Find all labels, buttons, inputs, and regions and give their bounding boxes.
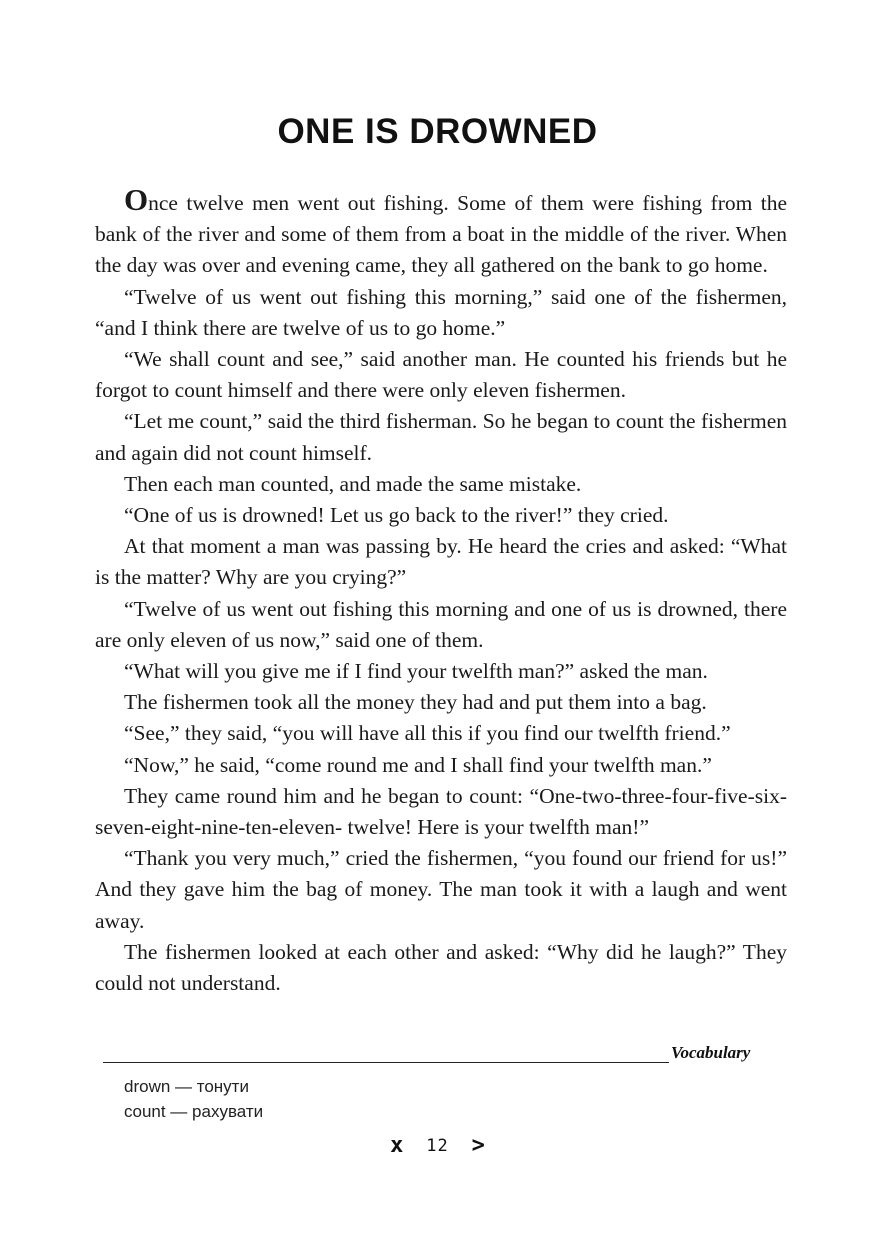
story-paragraph: “See,” they said, “you will have all this if you find our twelfth friend.” [124,721,731,746]
drop-cap: O [124,182,149,217]
vocabulary-item: count — рахувати [124,1102,264,1121]
vocabulary-list [124,1074,263,1124]
story-paragraph: “We shall count and see,” said another man. He counted his friends but he forgot to count himself and there were only eleven fishermen. [95,347,787,403]
story-title: ONE IS DROWNED [277,112,598,151]
story-paragraph: The fishermen looked at each other and asked: “Why did he laugh?” They could not understand. [95,939,787,996]
story-paragraph: “Twelve of us went out fishing this morning,” said one of the fishermen, “and I think there are twelve of us to go home.” [95,284,787,340]
story-paragraph: “One of us is drowned! Let us go back to the river!” they cried. [124,503,669,528]
story-paragraph: “What will you give me if I find your twelfth man?” asked the man. [124,659,708,684]
story-paragraph: They came round him and he began to count: “One-two-three-four-five-six-seven-eight-nine-ten-eleven- twelve! Here is your twelfth man!” [95,783,787,840]
vocabulary-divider [103,1062,669,1063]
vocabulary-item: drown — тонути [124,1077,249,1096]
story-paragraph: “Now,” he said, “come round me and I shall find your twelfth man.” [124,752,712,777]
close-icon[interactable]: x [390,1133,404,1158]
page-navigation [0,1133,875,1158]
vocabulary-heading: Vocabulary [671,1043,751,1062]
next-page-icon[interactable]: > [471,1133,485,1158]
page-number: 12 [426,1135,449,1156]
story-text [95,182,787,999]
story-paragraph-text: nce twelve men went out fishing. Some of them were fishing from the bank of the river and some of them from a boat in the middle of the river. When the day was over and evening came, they all gathered on the bank to go home. [95,191,787,278]
story-paragraph: Then each man counted, and made the same mistake. [124,471,582,496]
story-paragraph: At that moment a man was passing by. He heard the cries and asked: “What is the matter? Why are you crying?” [95,534,787,590]
story-paragraph [95,182,787,282]
story-paragraph: “Let me count,” said the third fisherman. So he began to count the fishermen and again did not count himself. [95,409,787,465]
story-paragraph: “Thank you very much,” cried the fishermen, “you found our friend for us!” And they gave him the bag of money. The man took it with a laugh and went away. [95,846,787,933]
story-paragraph: “Twelve of us went out fishing this morning and one of us is drowned, there are only eleven of us now,” said one of them. [95,596,787,652]
story-paragraph: The fishermen took all the money they had and put them into a bag. [124,690,707,715]
